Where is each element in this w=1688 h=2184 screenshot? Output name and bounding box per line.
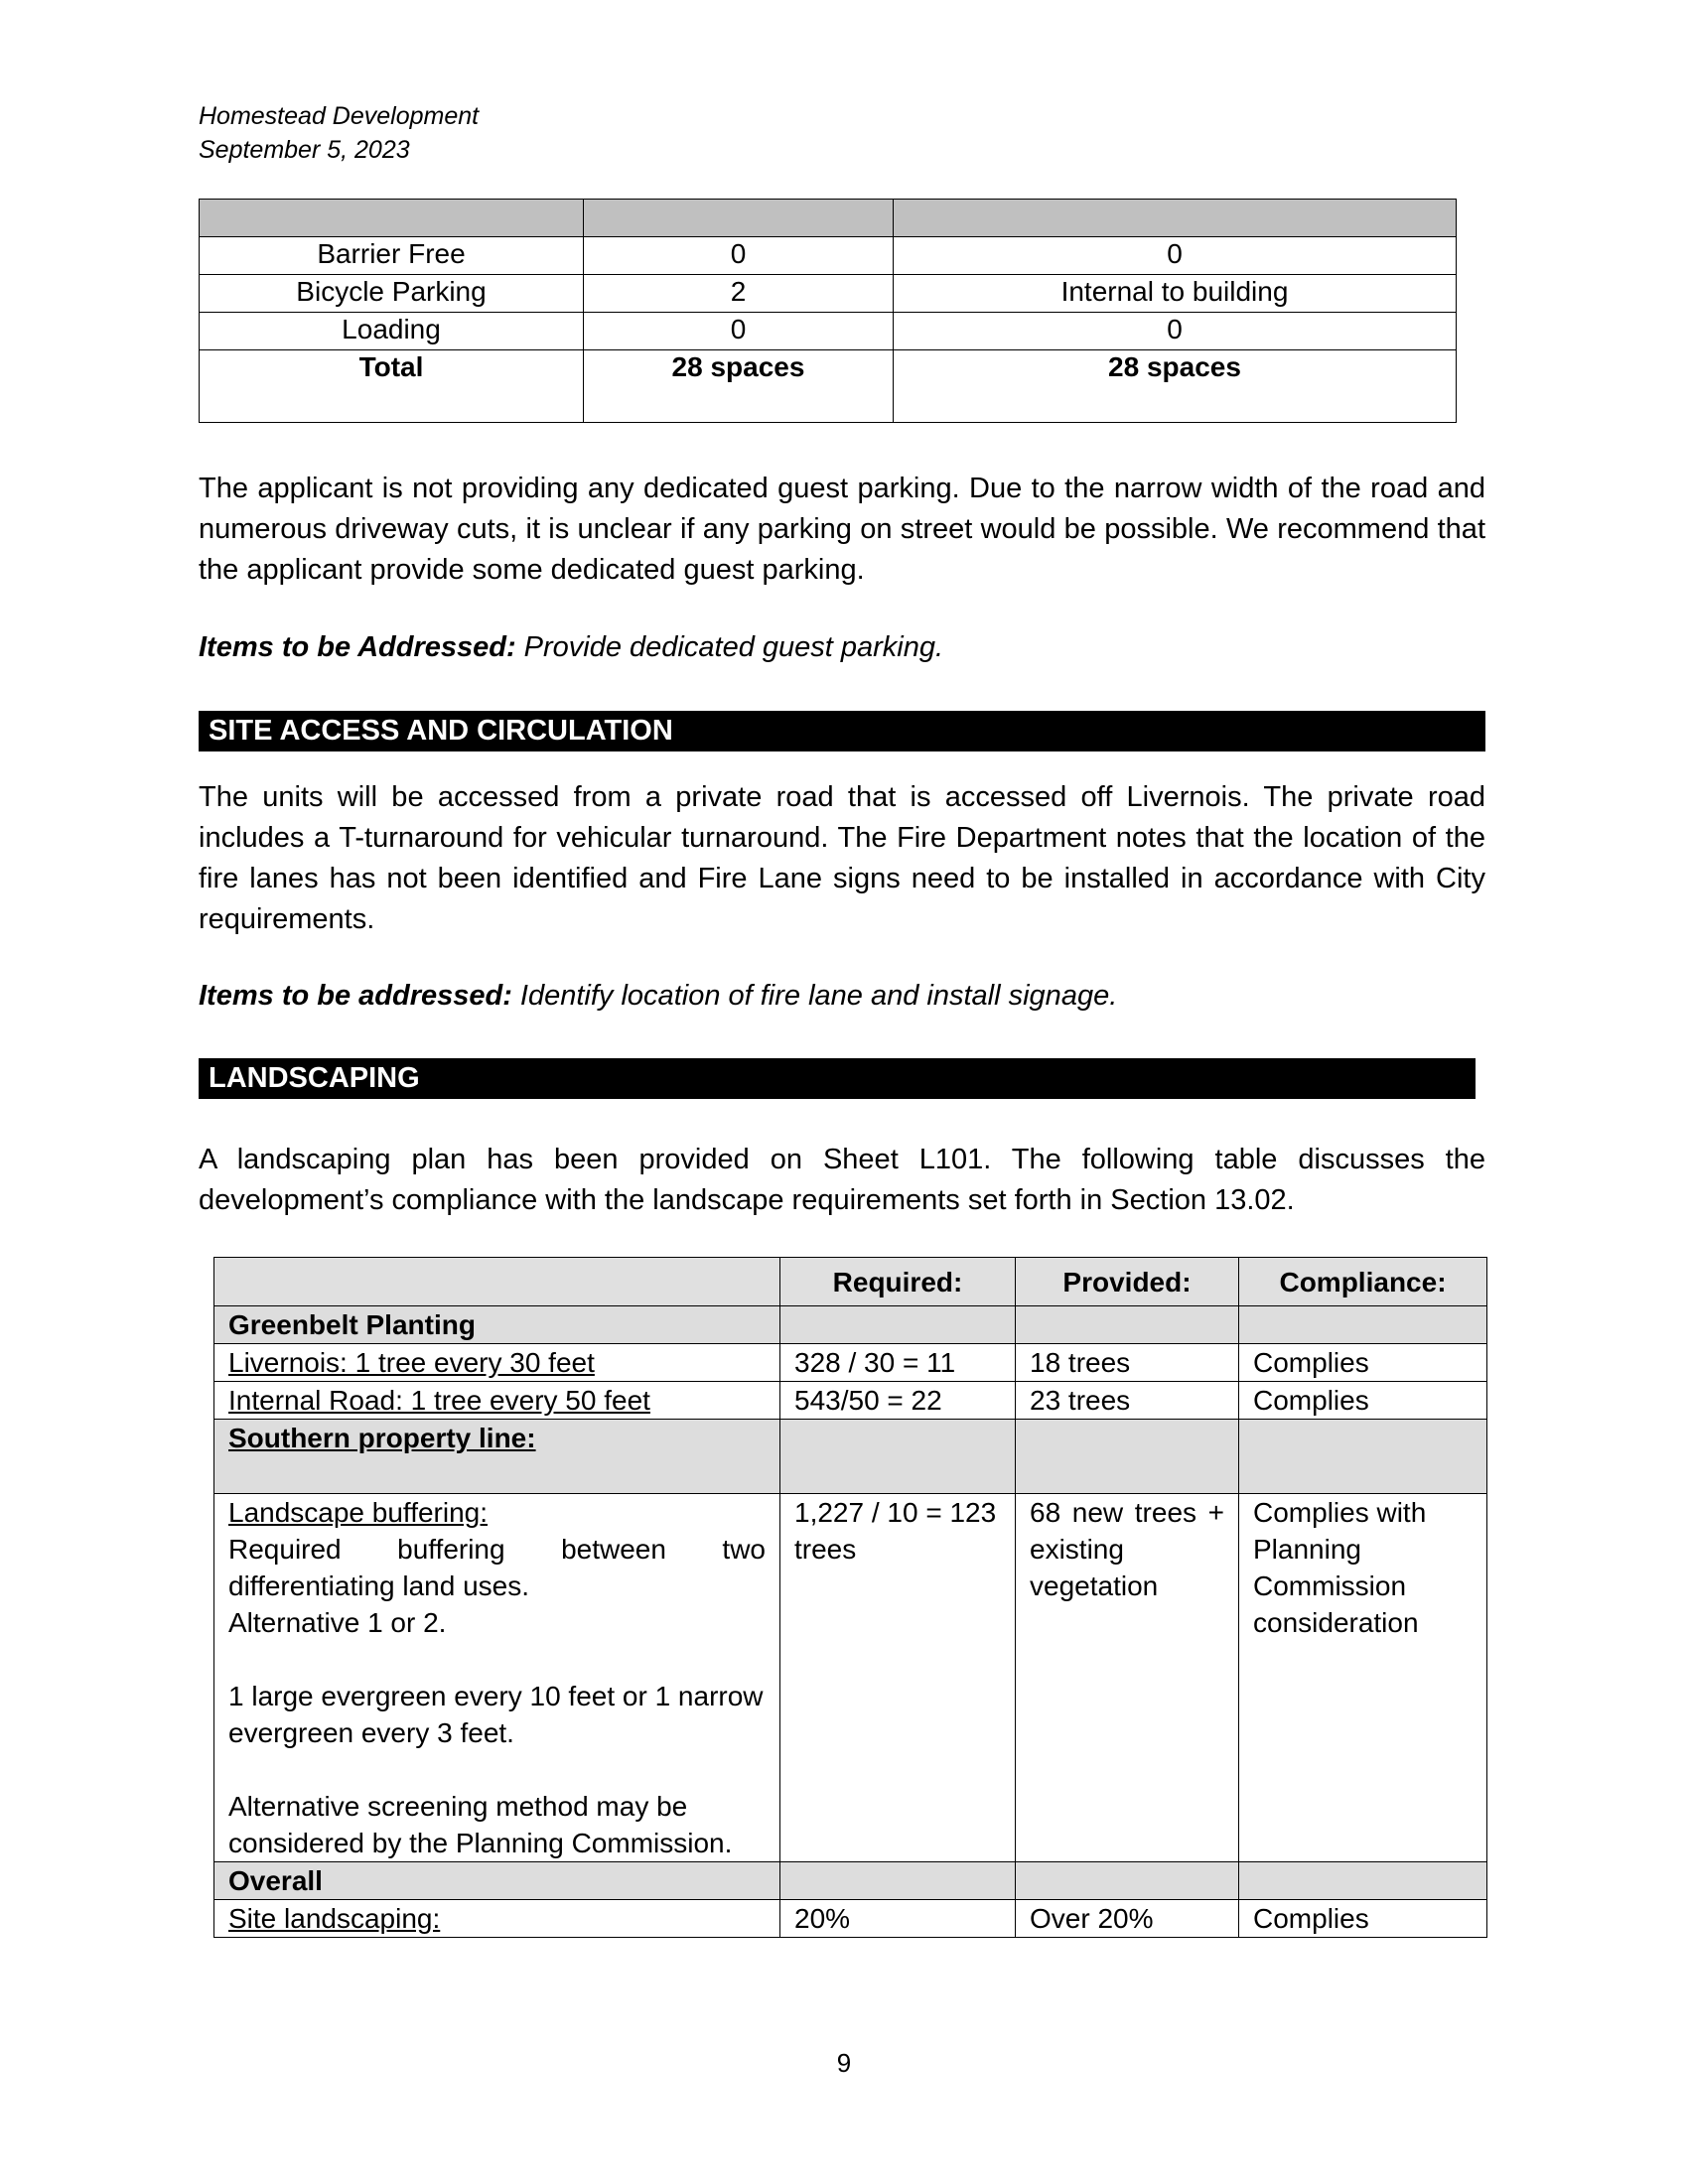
table-row: Loading 0 0 — [200, 313, 1457, 350]
items-label: Items to be Addressed: — [199, 631, 516, 663]
parking-paragraph: The applicant is not providing any dedicated guest parking. Due to the narrow width of the road and numerous driveway cuts, it is unclear if any parking on street would be possible. We recommend that the applicant provide some dedicated guest parking. — [199, 473, 1485, 586]
site-access-items-to-address — [199, 980, 1117, 1013]
table-row: Site landscaping: 20% Over 20% Complies — [214, 1900, 1487, 1938]
parking-table — [199, 199, 1457, 423]
table-row: Barrier Free 0 0 — [200, 237, 1457, 275]
group-row-southern-property-line: Southern property line: — [214, 1420, 1487, 1494]
page-header — [199, 99, 479, 167]
buffering-description: Landscape buffering: Required buffering between two differentiating land uses. Alternative 1 or 2. 1 large evergreen every 10 feet or 1 narrow evergreen every 3 feet. Alternative screening method may be considered by the Planning Commission. — [214, 1494, 780, 1862]
table-total-row: Total 28 spaces 28 spaces — [200, 350, 1457, 423]
landscaping-table-header: Required: Provided: Compliance: — [214, 1258, 1487, 1306]
group-row-greenbelt: Greenbelt Planting — [214, 1306, 1487, 1344]
header-date: September 5, 2023 — [199, 136, 410, 164]
section-heading-landscaping: LANDSCAPING — [199, 1058, 1476, 1099]
table-row: Bicycle Parking 2 Internal to building — [200, 275, 1457, 313]
parking-table-header — [200, 200, 1457, 237]
section-heading-site-access: SITE ACCESS AND CIRCULATION — [199, 711, 1485, 751]
header-project: Homestead Development — [199, 102, 480, 130]
table-row: Livernois: 1 tree every 30 feet 328 / 30 = 11 18 trees Complies — [214, 1344, 1487, 1382]
items-text: Provide dedicated guest parking. — [515, 631, 944, 663]
parking-items-to-address — [199, 631, 943, 664]
items-text: Identify location of fire lane and install signage. — [511, 980, 1118, 1012]
group-row-overall: Overall — [214, 1862, 1487, 1900]
table-row: Landscape buffering: Required buffering between two differentiating land uses. Alternative 1 or 2. 1 large evergreen every 10 feet or 1 narrow evergreen every 3 feet. Alternative screening method may be considered by the Planning Commission. 1,227 / 10 = 123 trees 68 new trees + existing vegetation Complies with Planning Commission consideration — [214, 1494, 1487, 1862]
items-label: Items to be addressed: — [199, 980, 512, 1012]
landscaping-table — [213, 1257, 1487, 1938]
site-access-paragraph: The units will be accessed from a private road that is accessed off Livernois. The private road includes a T-turnaround for vehicular turnaround. The Fire Department notes that the location of the fire lanes has not been identified and Fire Lane signs need to be installed in accordance with City requirements. — [199, 781, 1485, 935]
landscaping-paragraph: A landscaping plan has been provided on Sheet L101. The following table discusses the development’s compliance with the landscape requirements set forth in Section 13.02. — [199, 1144, 1485, 1216]
table-row: Internal Road: 1 tree every 50 feet 543/50 = 22 23 trees Complies — [214, 1382, 1487, 1420]
page-number: 9 — [836, 2048, 852, 2078]
